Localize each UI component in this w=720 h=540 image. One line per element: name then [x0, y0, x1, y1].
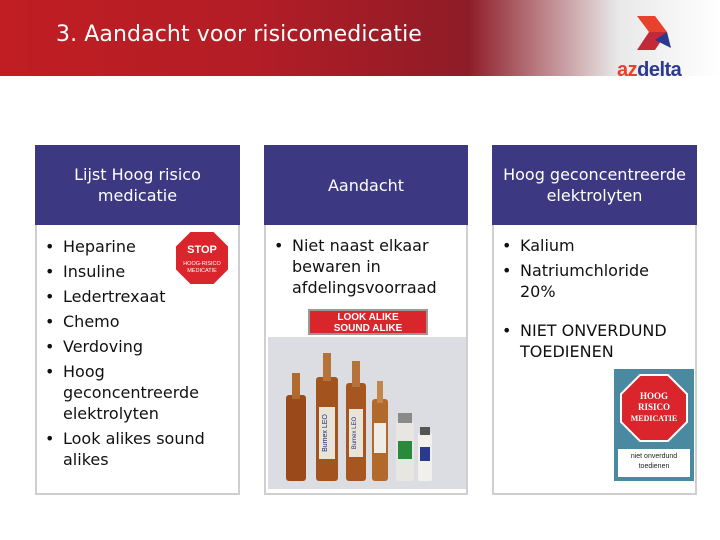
- list-item: • Natriumchloride 20%: [494, 260, 695, 302]
- svg-text:HOOG: HOOG: [639, 391, 669, 401]
- column-body: [35, 225, 240, 495]
- svg-text:Bumex LEO: Bumex LEO: [322, 414, 329, 452]
- ampoules-photo: [268, 337, 466, 489]
- list-item: • Heparine: [37, 236, 238, 257]
- list-item: • NIET ONVERDUND TOEDIENEN: [494, 320, 695, 362]
- list-item: • Look alikes sound alikes: [37, 428, 238, 470]
- list-item: • Verdoving: [37, 336, 238, 357]
- look-alike-label: LOOK ALIKE SOUND ALIKE: [308, 309, 428, 335]
- column-body: [492, 225, 697, 495]
- stop-sign-icon: [173, 229, 231, 287]
- risk-card: [614, 369, 694, 481]
- svg-text:MEDICATIE: MEDICATIE: [630, 414, 678, 423]
- column-header: Aandacht: [264, 145, 468, 225]
- vial-icon: [418, 427, 432, 481]
- list-item: • Insuline: [37, 261, 238, 282]
- list-item: • Ledertrexaat: [37, 286, 238, 307]
- svg-text:MEDICATIE: MEDICATIE: [187, 268, 217, 274]
- list-item: • Niet naast elkaar bewaren in afdelingsvoorraad: [266, 235, 466, 298]
- list-item: • Kalium: [494, 235, 695, 256]
- slide-title: 3. Aandacht voor risicomedicatie: [56, 22, 422, 47]
- svg-text:HOOG-RISICO: HOOG-RISICO: [183, 261, 221, 267]
- svg-text:RISICO: RISICO: [637, 402, 671, 412]
- column-header: Lijst Hoog risico medicatie: [35, 145, 240, 225]
- svg-text:Bumex LEO: Bumex LEO: [352, 416, 358, 450]
- svg-text:STOP: STOP: [187, 244, 217, 256]
- column-header: Hoog geconcentreerde elektrolyten: [492, 145, 697, 225]
- column-body: [264, 225, 468, 495]
- vial-icon: [396, 413, 414, 481]
- list-item: • Hoog geconcentreerde elektrolyten: [37, 361, 238, 424]
- risk-octagon-icon: [619, 373, 689, 443]
- logo-text: azdelta: [617, 59, 682, 81]
- list-item: • Chemo: [37, 311, 238, 332]
- risk-card-note: niet onverdund toedienen: [618, 449, 690, 477]
- attention-list: [266, 235, 466, 298]
- electrolytes-list: [494, 235, 695, 362]
